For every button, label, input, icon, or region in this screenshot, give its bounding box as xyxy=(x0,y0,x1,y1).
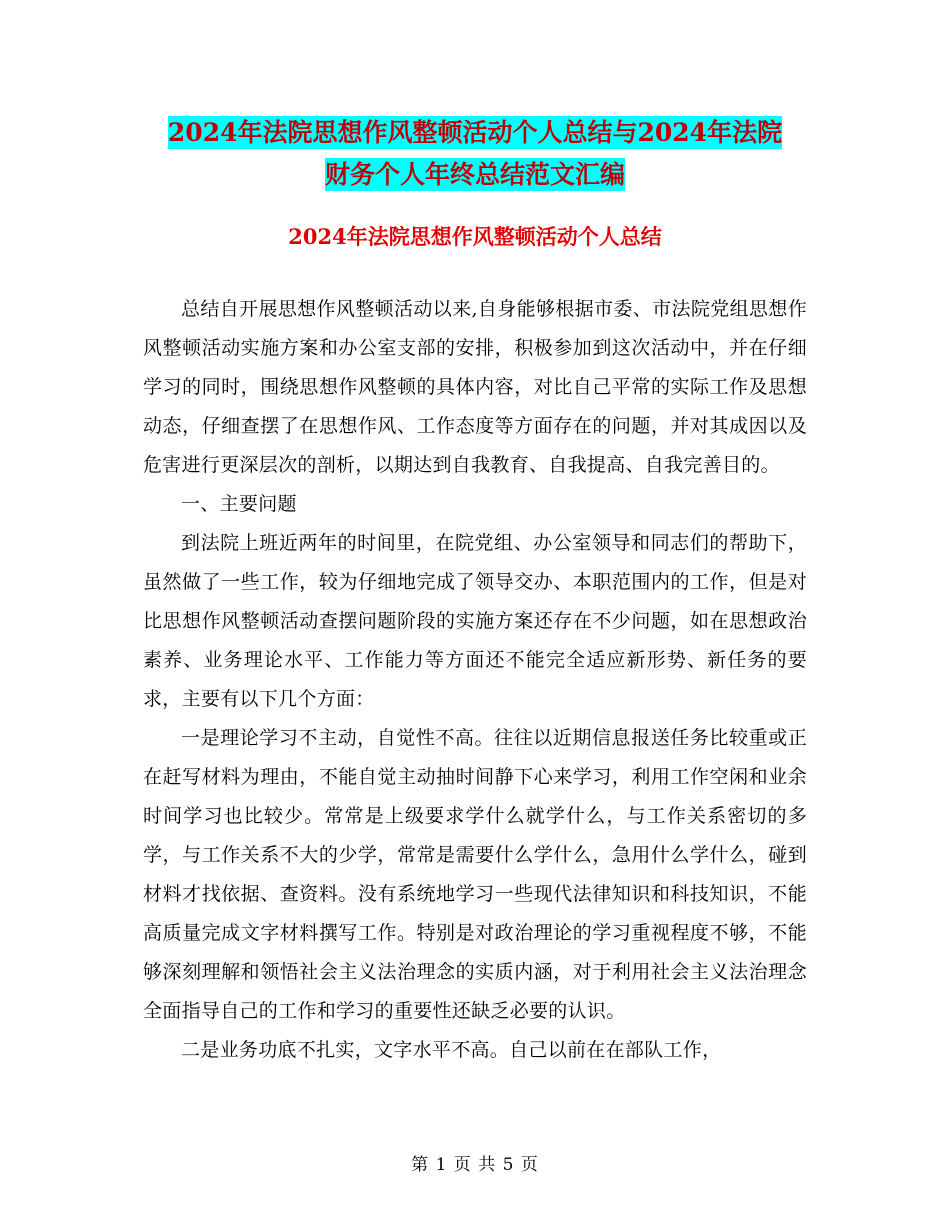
document-title xyxy=(140,112,810,196)
paragraph-problem-1: 一是理论学习不主动，自觉性不高。往往以近期信息报送任务比较重或正在赶写材料为理由，不能自觉主动抽时间静下心来学习，利用工作空闲和业余时间学习也比较少。常常是上级要求学什么就学什么，与工作关系密切的多学，与工作关系不大的少学，常常是需要什么学什么，急用什么学什么，碰到材料才找依据、查资料。没有系统地学习一些现代法律知识和科技知识，不能高质量完成文字材料撰写工作。特别是对政治理论的学习重视程度不够，不能够深刻理解和领悟社会主义法治理念的实质内涵，对于利用社会主义法治理念全面指导自己的工作和学习的重要性还缺乏必要的认识。 xyxy=(143,727,807,1022)
document-title-line-2: 财务个人年终总结范文汇编 xyxy=(324,160,625,189)
document-title-line-1: 2024年法院思想作风整顿活动个人总结与2024年法院 xyxy=(167,118,783,147)
document-body xyxy=(143,290,807,1070)
section-title: 2024年法院思想作风整顿活动个人总结 xyxy=(288,224,662,249)
paragraph-intro: 总结自开展思想作风整顿活动以来,自身能够根据市委、市法院党组思想作风整顿活动实施方案和办公室支部的安排，积极参加到这次活动中，并在仔细学习的同时，围绕思想作风整顿的具体内容，对比自己平常的实际工作及思想动态，仔细查摆了在思想作风、工作态度等方面存在的问题，并对其成因以及危害进行更深层次的剖析，以期达到自我教育、自我提高、自我完善目的。 xyxy=(143,298,807,476)
paragraph-problem-2: 二是业务功底不扎实，文字水平不高。自己以前在在部队工作， xyxy=(181,1039,722,1061)
paragraph-overview: 到法院上班近两年的时间里，在院党组、办公室领导和同志们的帮助下，虽然做了一些工作，较为仔细地完成了领导交办、本职范围内的工作，但是对比思想作风整顿活动查摆问题阶段的实施方案还存在不少问题，如在思想政治素养、业务理论水平、工作能力等方面还不能完全适应新形势、新任务的要求，主要有以下几个方面： xyxy=(143,532,807,710)
page-footer: 第 1 页 共 5 页 xyxy=(411,1155,539,1175)
heading-main-problems: 一、主要问题 xyxy=(181,493,297,515)
